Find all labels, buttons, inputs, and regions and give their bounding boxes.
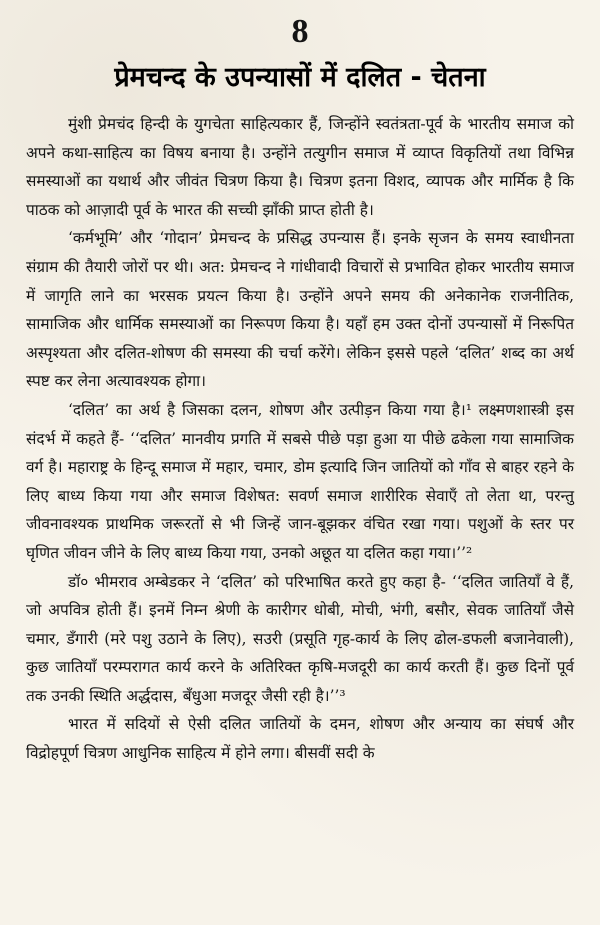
chapter-title: प्रेमचन्द के उपन्यासों में दलित - चेतना: [114, 62, 486, 93]
paragraph-dalit-meaning: ‘दलित’ का अर्थ है जिसका दलन, शोषण और उत्पीड़न किया गया है।¹ लक्ष्मणशास्त्री इस संदर्भ में कहते हैं- ‘‘दलित’ मानवीय प्रगति में सबसे पीछे पड़ा हुआ या पीछे ढकेला गया सामाजिक वर्ग है। महाराष्ट्र के हिन्दू समाज में महार, चमार, डोम इत्यादि जिन जातियों को गाँव से बाहर रहने के लिए बाध्य किया गया और समाज विशेषत: सवर्ण समाज शारीरिक सेवाएँ तो लेता था, परन्तु जीवनावश्यक प्राथमिक जरूरतों से भी जिन्हें जान-बूझकर वंचित रखा गया। पशुओं के स्तर पर घृणित जीवन जीने के लिए बाध्य किया गया, उनको अछूत या दलित कहा गया।’’²: [26, 400, 574, 562]
paragraph-intro: मुंशी प्रेमचंद हिन्दी के युगचेता साहित्यकार हैं, जिन्होंने स्वतंत्रता-पूर्व के भारतीय समाज को अपने कथा-साहित्य का विषय बनाया है। उन्होंने तत्युगीन समाज में व्याप्त विकृतियों तथा विभिन्न समस्याओं का यथार्थ और जीवंत चित्रण किया है। चित्रण इतना विशद, व्यापक और मार्मिक है कि पाठक को आज़ादी पूर्व के भारत की सच्ची झाँकी प्राप्त होती है।: [26, 115, 574, 219]
paragraph-novels: ‘कर्मभूमि’ और ‘गोदान’ प्रेमचन्द के प्रसिद्ध उपन्यास हैं। इनके सृजन के समय स्वाधीनता संग्राम की तैयारी जोरों पर थी। अत: प्रेमचन्द ने गांधीवादी विचारों से प्रभावित होकर भारतीय समाज में जागृति लाने का भरसक प्रयत्न किया है। उन्होंने अपने समय की अनेकानेक राजनीतिक, सामाजिक और धार्मिक समस्याओं का निरूपण किया है। यहाँ हम उक्त दोनों उपन्यासों में निरूपित अस्पृश्यता और दलित-शोषण की समस्या की चर्चा करेंगे। लेकिन इससे पहले ‘दलित’ शब्द का अर्थ स्पष्ट कर लेना अत्यावश्यक होगा।: [26, 229, 574, 391]
chapter-number: 8: [291, 13, 309, 50]
paragraph-literature: भारत में सदियों से ऐसी दलित जातियों के दमन, शोषण और अन्याय का संघर्ष और विद्रोहपूर्ण चित्रण आधुनिक साहित्य में होने लगा। बीसवीं सदी के: [26, 715, 574, 763]
paragraph-ambedkar-definition: डॉ० भीमराव अम्बेडकर ने ‘दलित’ को परिभाषित करते हुए कहा है- ‘‘दलित जातियाँ वे हैं, जो अपवित्र होती हैं। इनमें निम्न श्रेणी के कारीगर धोबी, मोची, भंगी, बसौर, सेवक जातियाँ जैसे चमार, डँगारी (मरे पशु उठाने के लिए), सउरी (प्रसूति गृह-कार्य के लिए ढोल-डफली बजानेवाली), कुछ जातियाँ परम्परागत कार्य करने के अतिरिक्त कृषि-मजदूरी का कार्य करती हैं। कुछ दिनों पूर्व तक उनकी स्थिति अर्द्धदास, बँधुआ मजदूर जैसी रही है।’’³: [26, 572, 574, 705]
